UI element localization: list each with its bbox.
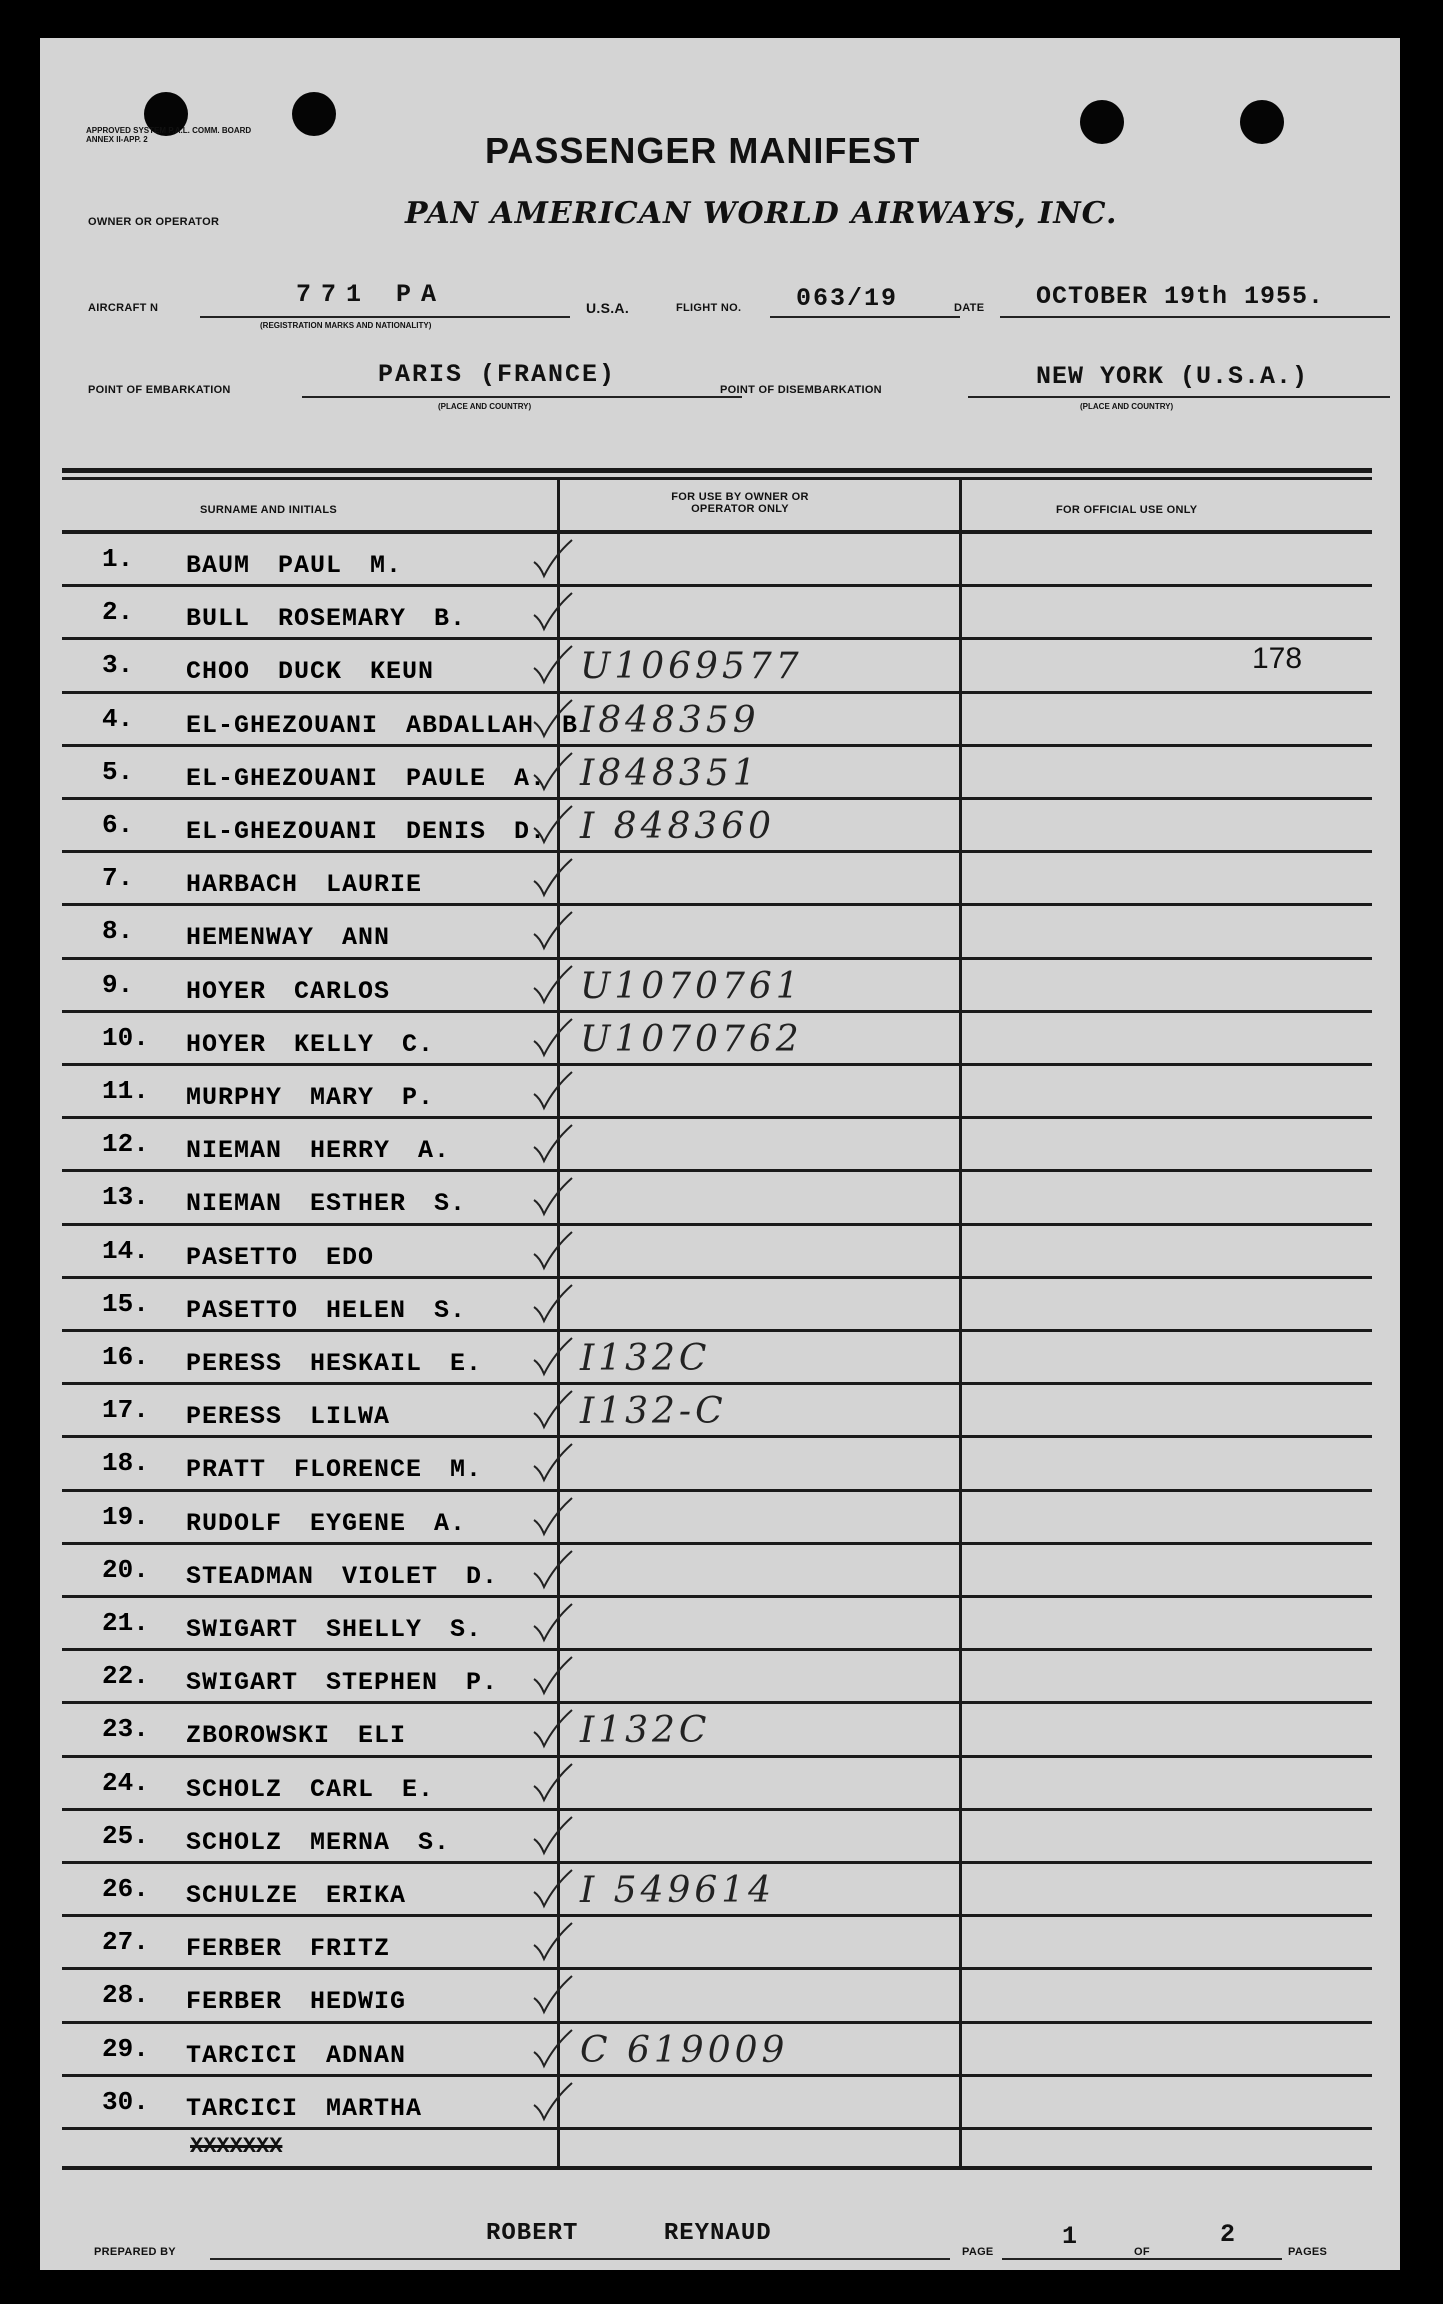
col-official-header: FOR OFFICIAL USE ONLY — [1056, 504, 1198, 516]
row-number: 15. — [102, 1288, 149, 1319]
prepared-label: PREPARED BY — [94, 2246, 176, 2258]
row-number: 17. — [102, 1395, 149, 1426]
check-mark-icon — [528, 1281, 588, 1331]
page-title: PASSENGER MANIFEST — [485, 130, 921, 171]
row-number: 29. — [102, 2033, 149, 2064]
col-surname-header: SURNAME AND INITIALS — [200, 504, 337, 516]
check-mark-icon — [528, 1068, 588, 1118]
passenger-name: HEMENWAY ANN — [186, 923, 391, 953]
handwritten-document-number: I132C — [580, 1710, 711, 1752]
owner-name: PAN AMERICAN WORLD AIRWAYS, INC. — [405, 196, 1118, 231]
check-mark-icon — [528, 1334, 588, 1384]
row-number: 5. — [102, 756, 134, 787]
pages-label: PAGES — [1288, 2246, 1328, 2258]
row-number: 13. — [102, 1182, 149, 1213]
row-number: 1. — [102, 544, 134, 574]
check-mark-icon — [528, 1600, 588, 1650]
check-mark-icon — [528, 1866, 588, 1916]
passenger-name: TARCICI ADNAN — [186, 2040, 407, 2070]
passenger-name: HARBACH LAURIE — [186, 870, 423, 900]
check-mark-icon — [528, 1174, 588, 1224]
passenger-name: SCHOLZ CARL E. — [186, 1774, 435, 1804]
row-number: 20. — [102, 1554, 149, 1585]
passenger-name: MURPHY MARY P. — [186, 1083, 435, 1112]
row-number: 10. — [102, 1022, 149, 1053]
prepared-by-value: ROBERT REYNAUD — [486, 2220, 772, 2247]
handwritten-document-number: U1070762 — [580, 1018, 803, 1060]
disembark-label: POINT OF DISEMBARKATION — [720, 384, 882, 396]
check-mark-icon — [528, 749, 588, 799]
passenger-name: PASETTO EDO — [186, 1242, 375, 1272]
date-value: OCTOBER 19th 1955. — [1036, 282, 1325, 311]
passenger-name: BAUM PAUL M. — [186, 551, 403, 580]
row-number: 6. — [102, 810, 134, 840]
struck-entry: XXXXXXX — [190, 2134, 283, 2159]
row-number: 27. — [102, 1927, 149, 1958]
passenger-name: FERBER FRITZ — [186, 1934, 391, 1964]
passenger-name: HOYER CARLOS — [186, 976, 391, 1006]
handwritten-document-number: I132C — [580, 1338, 711, 1379]
row-number: 28. — [102, 1980, 149, 2011]
check-mark-icon — [528, 2079, 588, 2129]
passenger-name: FERBER HEDWIG — [186, 1987, 407, 2017]
row-number: 22. — [102, 1661, 149, 1692]
row-number: 16. — [102, 1342, 149, 1372]
passenger-name: EL-GHEZOUANI ABDALLAH B. — [186, 710, 595, 740]
aircraft-value: 771 PA — [296, 280, 447, 309]
check-mark-icon — [528, 908, 588, 958]
embark-value: PARIS (FRANCE) — [378, 360, 617, 389]
check-mark-icon — [528, 962, 588, 1012]
row-number: 19. — [102, 1501, 149, 1532]
row-number: 18. — [102, 1448, 149, 1479]
handwritten-document-number: I848351 — [580, 752, 760, 794]
check-mark-icon — [528, 536, 588, 586]
check-mark-icon — [528, 855, 588, 905]
check-mark-icon — [528, 1015, 588, 1065]
check-mark-icon — [528, 1919, 588, 1969]
handwritten-document-number: I848359 — [580, 699, 760, 741]
check-mark-icon — [528, 2026, 588, 2076]
row-number: 25. — [102, 1820, 149, 1851]
punch-hole — [1240, 100, 1284, 144]
check-mark-icon — [528, 589, 588, 639]
passenger-name: SCHULZE ERIKA — [186, 1881, 407, 1910]
check-mark-icon — [528, 1387, 588, 1437]
passenger-name: PRATT FLORENCE M. — [186, 1455, 483, 1485]
row-number: 30. — [102, 2086, 149, 2117]
disembark-value: NEW YORK (U.S.A.) — [1036, 362, 1309, 391]
check-mark-icon — [528, 696, 588, 746]
embark-caption: (PLACE AND COUNTRY) — [438, 402, 532, 411]
owner-label: OWNER OR OPERATOR — [88, 216, 220, 228]
passenger-name: EL-GHEZOUANI DENIS D. — [186, 817, 547, 846]
check-mark-icon — [528, 1706, 588, 1756]
page-label: PAGE — [962, 2246, 994, 2258]
aircraft-label: AIRCRAFT N — [88, 302, 159, 314]
page-number: 1 — [1062, 2222, 1080, 2251]
flight-value: 063/19 — [796, 284, 899, 313]
row-number: 26. — [102, 1874, 149, 1904]
passenger-name: SCHOLZ MERNA S. — [186, 1827, 451, 1857]
country-label: U.S.A. — [586, 300, 630, 316]
row-number: 14. — [102, 1235, 149, 1266]
passenger-name: PERESS LILWA — [186, 1402, 391, 1432]
passenger-name: PERESS HESKAIL E. — [186, 1349, 483, 1378]
punch-hole — [1080, 100, 1124, 144]
handwritten-document-number: C 619009 — [580, 2029, 789, 2071]
row-number: 7. — [102, 863, 134, 894]
handwritten-document-number: I 848360 — [580, 806, 776, 847]
passenger-name: SWIGART SHELLY S. — [186, 1615, 483, 1644]
check-mark-icon — [528, 802, 588, 852]
row-number: 8. — [102, 916, 134, 947]
handwritten-document-number: I 549614 — [580, 1870, 776, 1911]
row-number: 2. — [102, 597, 134, 628]
row-number: 4. — [102, 703, 134, 734]
passenger-name: RUDOLF EYGENE A. — [186, 1508, 467, 1538]
punch-hole — [292, 92, 336, 136]
row-number: 23. — [102, 1714, 149, 1745]
registration-caption: (REGISTRATION MARKS AND NATIONALITY) — [260, 321, 432, 330]
passenger-name: EL-GHEZOUANI PAULE A. — [186, 763, 547, 793]
row-number: 9. — [102, 969, 134, 1000]
passenger-name: NIEMAN HERRY A. — [186, 1136, 451, 1166]
check-mark-icon — [528, 1494, 588, 1544]
total-pages: 2 — [1220, 2220, 1238, 2249]
check-mark-icon — [528, 1760, 588, 1810]
row-number: 12. — [102, 1129, 149, 1160]
col-owner-header: FOR USE BY OWNER OR OPERATOR ONLY — [671, 491, 809, 515]
check-mark-icon — [528, 1813, 588, 1863]
passenger-name: SWIGART STEPHEN P. — [186, 1668, 499, 1698]
passenger-name: HOYER KELLY C. — [186, 1029, 435, 1059]
passenger-name: TARCICI MARTHA — [186, 2093, 423, 2123]
check-mark-icon — [528, 1228, 588, 1278]
date-label: DATE — [954, 302, 985, 314]
check-mark-icon — [528, 642, 588, 692]
passenger-name: STEADMAN VIOLET D. — [186, 1561, 499, 1591]
approval-stamp: APPROVED SYSTEM P.A.L. COMM. BOARD ANNEX II-APP. 2 — [86, 126, 252, 144]
flight-label: FLIGHT NO. — [676, 302, 742, 314]
check-mark-icon — [528, 1121, 588, 1171]
row-number: 24. — [102, 1767, 149, 1798]
passenger-name: NIEMAN ESTHER S. — [186, 1189, 467, 1219]
passenger-name: PASETTO HELEN S. — [186, 1295, 467, 1325]
check-mark-icon — [528, 1972, 588, 2022]
official-note: 178 — [1252, 642, 1303, 675]
manifest-page — [40, 38, 1400, 2270]
row-number: 3. — [102, 650, 134, 681]
passenger-name: BULL ROSEMARY B. — [186, 604, 467, 634]
row-number: 11. — [102, 1076, 149, 1106]
handwritten-document-number: U1069577 — [580, 646, 803, 688]
passenger-name: ZBOROWSKI ELI — [186, 1721, 407, 1751]
check-mark-icon — [528, 1653, 588, 1703]
row-number: 21. — [102, 1608, 149, 1638]
disembark-caption: (PLACE AND COUNTRY) — [1080, 402, 1174, 411]
check-mark-icon — [528, 1547, 588, 1597]
passenger-name: CHOO DUCK KEUN — [186, 657, 435, 687]
embark-label: POINT OF EMBARKATION — [88, 384, 231, 396]
of-label: OF — [1134, 2246, 1150, 2258]
handwritten-document-number: U1070761 — [580, 965, 803, 1007]
handwritten-document-number: I132-C — [580, 1391, 727, 1433]
check-mark-icon — [528, 1440, 588, 1490]
